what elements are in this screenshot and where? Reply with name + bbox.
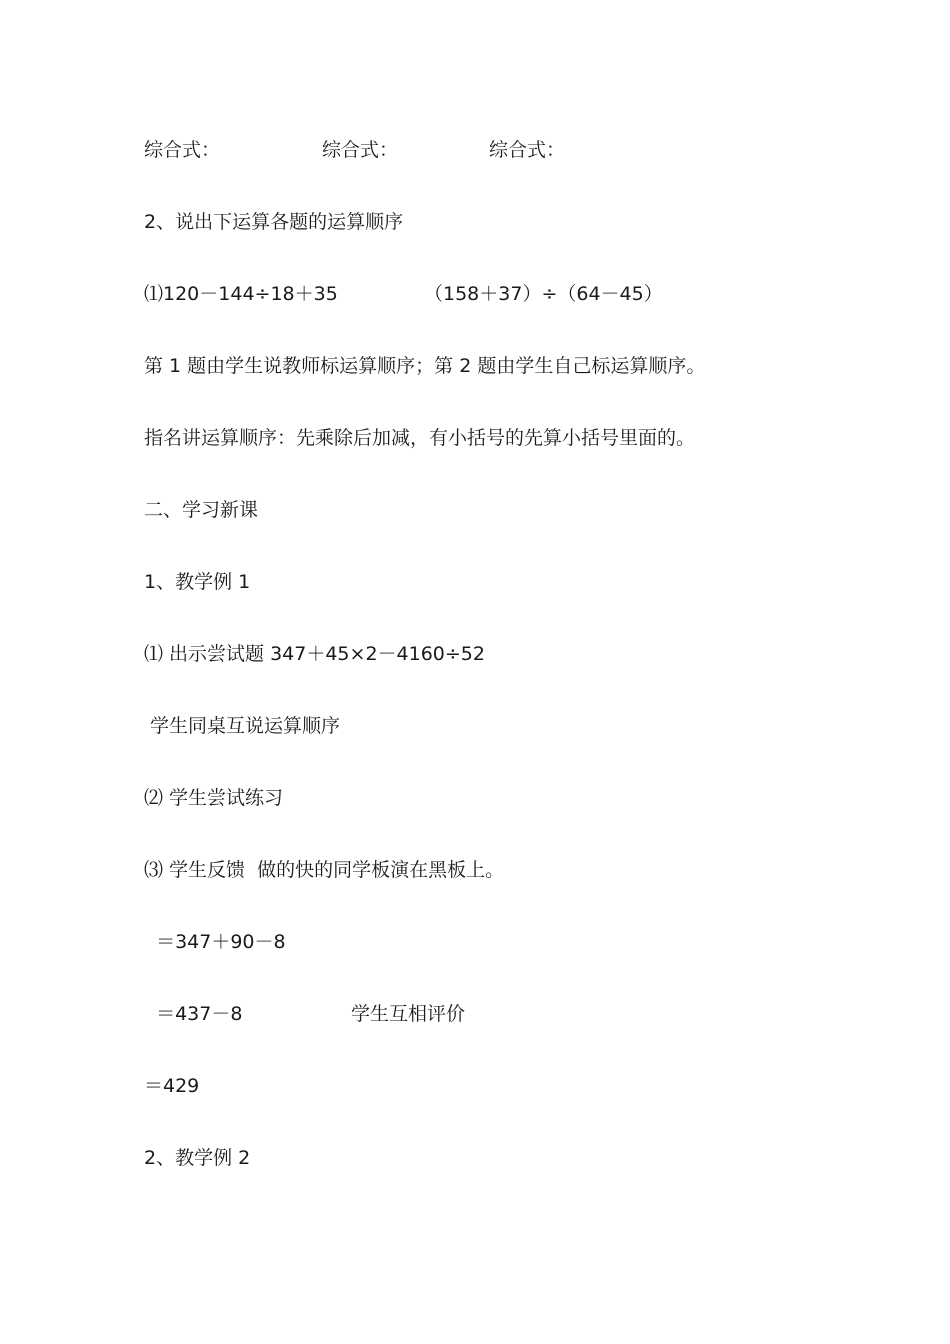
q2-item-2: （158＋37）÷（64－45） xyxy=(424,283,663,305)
formula-row xyxy=(144,137,566,163)
q2-summary: 指名讲运算顺序：先乘除后加减，有小括号的先算小括号里面的。 xyxy=(144,427,696,449)
example-1-step-3: ⑶ 学生反馈 做的快的同学板演在黑板上。 xyxy=(144,859,505,881)
example-1-step-1: ⑴ 出示尝试题 347＋45×2－4160÷52 xyxy=(144,643,485,665)
example-1-step-2: ⑵ 学生尝试练习 xyxy=(144,787,284,809)
q2-title: 2、说出下运算各题的运算顺序 xyxy=(144,211,404,233)
q2-note: 第 1 题由学生说教师标运算顺序；第 2 题由学生自己标运算顺序。 xyxy=(144,355,706,377)
formula-label-2: 综合式： xyxy=(322,139,399,161)
example-1-calc-1: ＝347＋90－8 xyxy=(144,931,286,953)
formula-label-3: 综合式： xyxy=(489,139,566,161)
example-1-title: 1、教学例 1 xyxy=(144,571,251,593)
q2-items-row xyxy=(144,281,663,307)
example-1-calc-2: ＝437－8 xyxy=(144,1003,243,1025)
q2-item-1: ⑴120－144÷18＋35 xyxy=(144,283,338,305)
example-1-calc-2-row xyxy=(144,1001,466,1027)
example-1-calc-2-note: 学生互相评价 xyxy=(351,1003,466,1025)
example-1-step-1-note: 学生同桌互说运算顺序 xyxy=(144,715,341,737)
example-1-calc-3: ＝429 xyxy=(144,1075,200,1097)
formula-label-1: 综合式： xyxy=(144,139,221,161)
section-2-title: 二、学习新课 xyxy=(144,499,259,521)
example-2-title: 2、教学例 2 xyxy=(144,1147,251,1169)
